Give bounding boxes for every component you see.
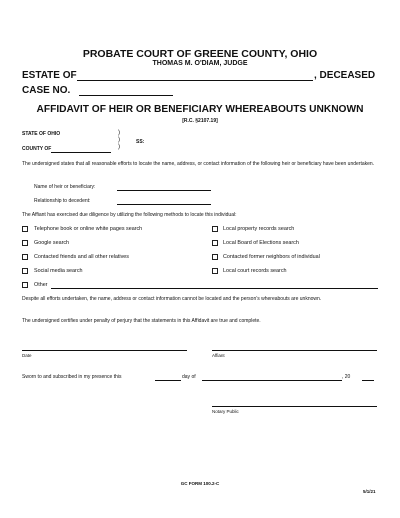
- checkbox-court-records[interactable]: [212, 268, 218, 274]
- notary-signature-line[interactable]: [212, 406, 377, 407]
- sworn-day-field[interactable]: [155, 380, 181, 381]
- venue-county: COUNTY OF: [22, 146, 52, 152]
- other-field[interactable]: [51, 288, 378, 289]
- date-line[interactable]: [22, 350, 187, 351]
- checkbox-board-of-elections[interactable]: [212, 240, 218, 246]
- other-label: Other: [34, 282, 48, 288]
- sworn-month-field[interactable]: [202, 380, 342, 381]
- judge-name: THOMAS M. O'DIAM, JUDGE: [152, 60, 248, 67]
- court-name: PROBATE COURT OF GREENE COUNTY, OHIO: [82, 48, 318, 60]
- certify-text: The undersigned certifies under penalty of perjury that the statements in this Affidavit are true and complete.: [22, 318, 261, 324]
- method-label: Local Board of Elections search: [223, 240, 299, 246]
- notary-label: Notary Public: [212, 409, 239, 414]
- checkbox-property-records[interactable]: [212, 226, 218, 232]
- page-title: AFFIDAVIT OF HEIR OR BENEFICIARY WHEREABOUTS UNKNOWN: [36, 104, 364, 115]
- case-number-field[interactable]: [79, 95, 173, 96]
- case-label: CASE NO.: [22, 85, 71, 96]
- intro-text: The undersigned states that all reasonable efforts to locate the name, address, or contact information of the following heir or beneficiary have been undertaken.: [22, 161, 375, 167]
- deceased-label: , DECEASED: [314, 70, 376, 81]
- relationship-label: Relationship to decedent:: [34, 198, 91, 204]
- checkbox-friends-relatives[interactable]: [22, 254, 28, 260]
- method-label: Local property records search: [223, 226, 295, 232]
- relationship-field[interactable]: [117, 204, 211, 205]
- statute-ref: [R.C. §2107.19]: [182, 118, 218, 124]
- diligence-text: The Affiant has exercised due diligence by utilizing the following methods to locate this individual:: [22, 212, 237, 218]
- venue-state: STATE OF OHIO: [22, 131, 61, 137]
- venue-paren-2: ): [118, 137, 120, 143]
- checkbox-other[interactable]: [22, 282, 28, 288]
- method-label: Telephone book or online white pages search: [34, 226, 143, 232]
- sworn-year-field[interactable]: [362, 380, 374, 381]
- checkbox-google[interactable]: [22, 240, 28, 246]
- affiant-signature-line[interactable]: [212, 350, 377, 351]
- method-label: Google search: [34, 240, 70, 246]
- sworn-year-label: , 20: [342, 374, 351, 380]
- sworn-text: Sworn to and subscribed in my presence this: [22, 374, 122, 380]
- venue-ss: SS:: [136, 139, 145, 145]
- sworn-day-of: day of: [182, 374, 196, 380]
- method-label: Local court records search: [223, 268, 287, 274]
- despite-text: Despite all efforts undertaken, the name, address or contact information cannot be located and the person’s whereabouts are unknown.: [22, 296, 322, 302]
- venue-paren-1: ): [118, 130, 120, 136]
- method-label: Contacted friends and all other relatives: [34, 254, 129, 260]
- form-id: GC FORM 100.2-C: [180, 481, 220, 486]
- county-field[interactable]: [51, 152, 111, 153]
- estate-name-field[interactable]: [77, 80, 313, 81]
- checkbox-social-media[interactable]: [22, 268, 28, 274]
- heir-name-field[interactable]: [117, 190, 211, 191]
- checkbox-white-pages[interactable]: [22, 226, 28, 232]
- date-label: Date: [22, 353, 32, 358]
- venue-paren-3: ): [118, 144, 120, 150]
- affiant-label: Affiant: [212, 353, 225, 358]
- method-label: Contacted former neighbors of individual: [223, 254, 320, 260]
- heir-name-label: Name of heir or beneficiary:: [34, 184, 96, 190]
- estate-label: ESTATE OF: [22, 70, 77, 81]
- form-version: 5/1/21: [363, 489, 376, 494]
- method-label: Social media search: [34, 268, 83, 274]
- checkbox-former-neighbors[interactable]: [212, 254, 218, 260]
